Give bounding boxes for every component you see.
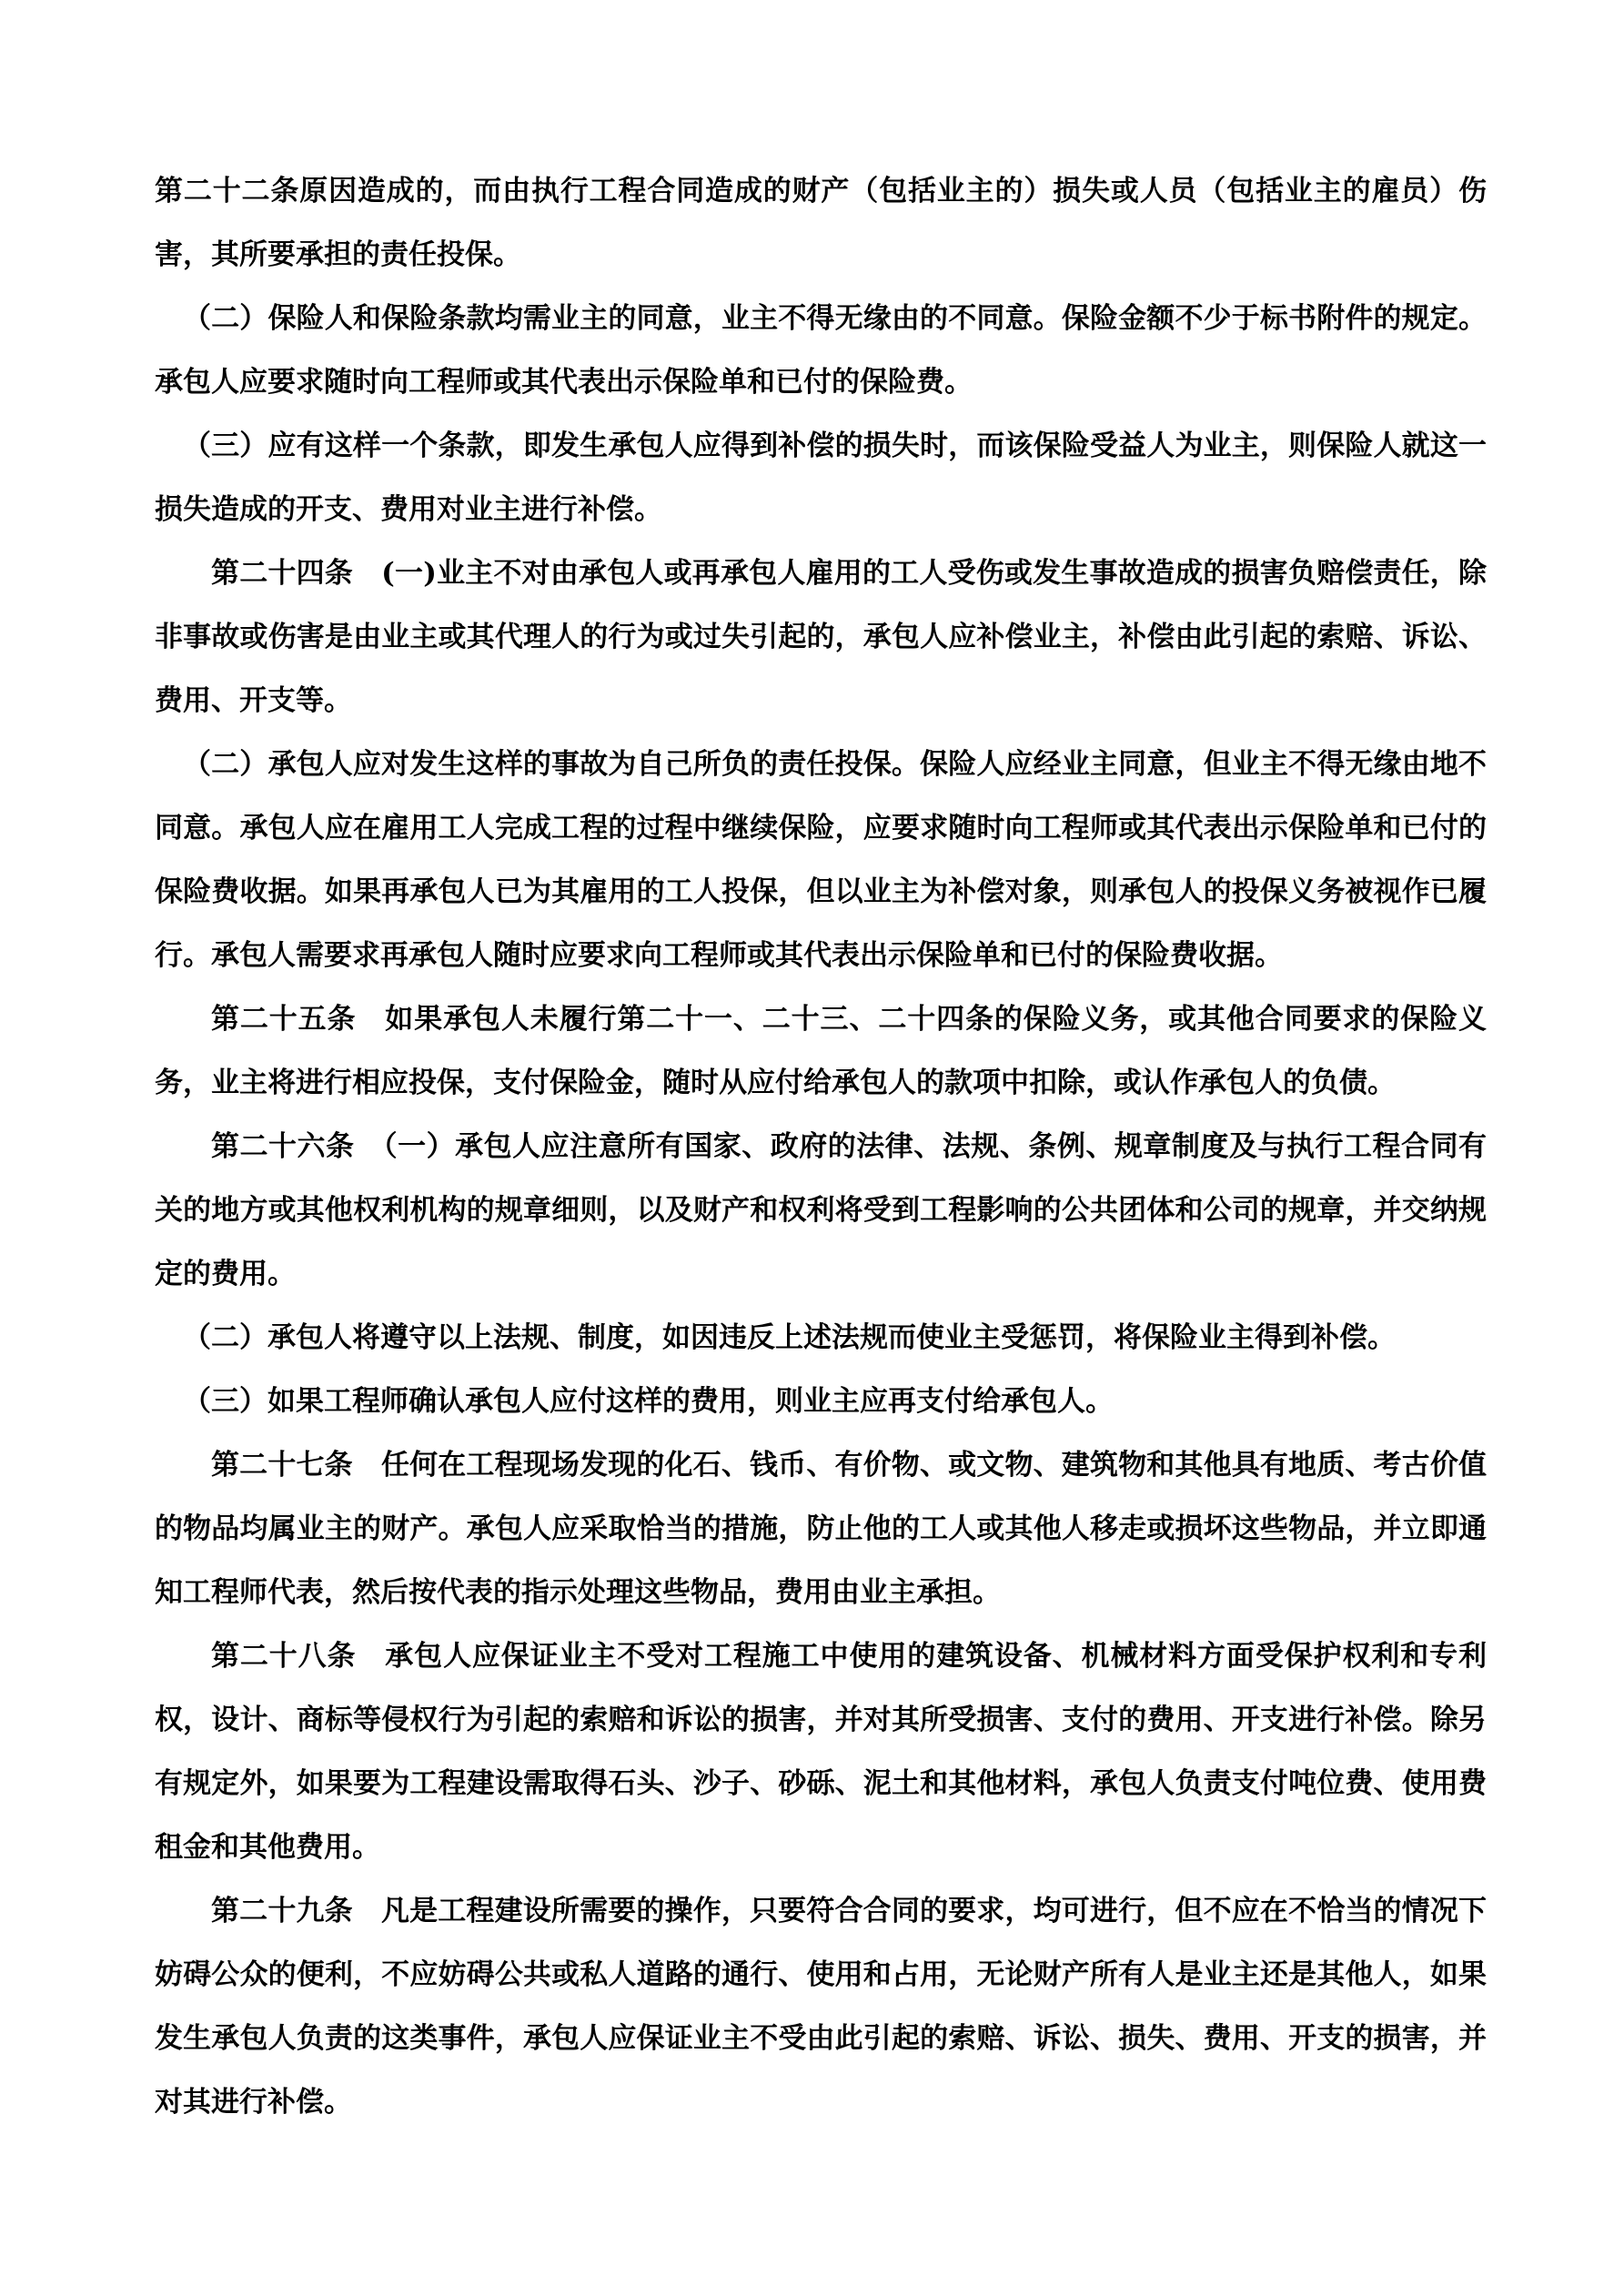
paragraph-article-26-clause-2: （二）承包人将遵守以上法规、制度，如因违反上述法规而使业主受惩罚，将保险业主得到补偿。: [183, 1321, 1396, 1354]
paragraph-article-23-clause-3: （三）应有这样一个条款，即发生承包人应得到补偿的损失时，而该保险受益人为业主，则保险人就这一损失造成的开支、费用对业主进行补偿。: [155, 430, 1487, 526]
paragraph-article-28: 第二十八条 承包人应保证业主不受对工程施工中使用的建筑设备、机械材料方面受保护权利和专利权，设计、商标等侵权行为引起的索赔和诉讼的损害，并对其所受损害、支付的费用、开支进行补偿。除另有规定外，如果要为工程建设需取得石头、沙子、砂砾、泥土和其他材料，承包人负责支付吨位费、使用费租金和其他费用。: [155, 1640, 1487, 1864]
paragraph-article-25: 第二十五条 如果承包人未履行第二十一、二十三、二十四条的保险义务，或其他合同要求的保险义务，业主将进行相应投保，支付保险金，随时从应付给承包人的款项中扣除，或认作承包人的负债。: [155, 1003, 1487, 1099]
paragraph-article-26: 第二十六条 （一）承包人应注意所有国家、政府的法律、法规、条例、规章制度及与执行工程合同有关的地方或其他权利机构的规章细则，以及财产和权利将受到工程影响的公共团体和公司的规章，并交纳规定的费用。: [155, 1130, 1487, 1290]
paragraph-article-24-clause-2: （二）承包人应对发生这样的事故为自己所负的责任投保。保险人应经业主同意，但业主不得无缘由地不同意。承包人应在雇用工人完成工程的过程中继续保险，应要求随时向工程师或其代表出示保险单和已付的保险费收据。如果再承包人已为其雇用的工人投保，但以业主为补偿对象，则承包人的投保义务被视作已履行。承包人需要求再承包人随时应要求向工程师或其代表出示保险单和已付的保险费收据。: [155, 748, 1487, 972]
paragraph-article-29: 第二十九条 凡是工程建设所需要的操作，只要符合合同的要求，均可进行，但不应在不恰当的情况下妨碍公众的便利，不应妨碍公共或私人道路的通行、使用和占用，无论财产所有人是业主还是其他人，如果发生承包人负责的这类事件，承包人应保证业主不受由此引起的索赔、诉讼、损失、费用、开支的损害，并对其进行补偿。: [155, 1895, 1487, 2119]
document-page: [155, 159, 1487, 2134]
paragraph-article-26-clause-3: （三）如果工程师确认承包人应付这样的费用，则业主应再支付给承包人。: [183, 1385, 1114, 1418]
paragraph-article-22-continuation: 第二十二条原因造成的，而由执行工程合同造成的财产（包括业主的）损失或人员（包括业主的雇员）伤害，其所要承担的责任投保。: [155, 175, 1487, 271]
paragraph-article-27: 第二十七条 任何在工程现场发现的化石、钱币、有价物、或文物、建筑物和其他具有地质、考古价值的物品均属业主的财产。承包人应采取恰当的措施，防止他的工人或其他人移走或损坏这些物品，并立即通知工程师代表，然后按代表的指示处理这些物品，费用由业主承担。: [155, 1449, 1487, 1609]
paragraph-article-24: 第二十四条 (一)业主不对由承包人或再承包人雇用的工人受伤或发生事故造成的损害负赔偿责任，除非事故或伤害是由业主或其代理人的行为或过失引起的，承包人应补偿业主，补偿由此引起的索赔、诉讼、费用、开支等。: [155, 557, 1487, 717]
paragraph-article-23-clause-2: （二）保险人和保险条款均需业主的同意，业主不得无缘由的不同意。保险金额不少于标书附件的规定。承包人应要求随时向工程师或其代表出示保险单和已付的保险费。: [155, 302, 1487, 399]
